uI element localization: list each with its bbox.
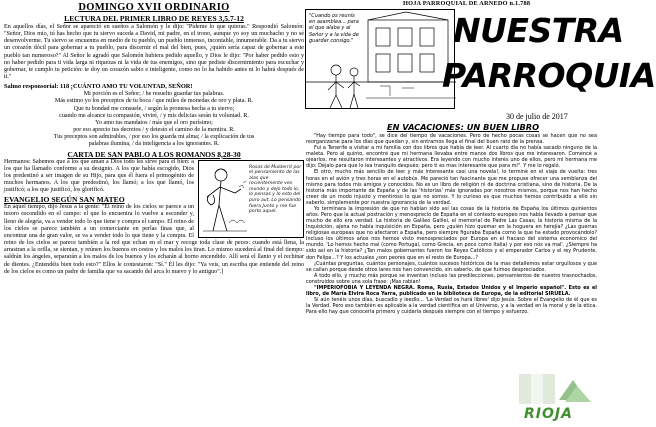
psalm-line: por eso aprecio tus decretos / y detesto el camino de la mentira. R. [73, 127, 235, 134]
article-paragraph: Yo terminara la impresión de que no habían sido así las cosas de la historia de España los últimos quinientos años. Pero que la actual postración y menosprecio de España en el contexto europeo nos había llevado a pensar que mucho de ello era verdad. La historia de Galileo Galilei, el memorial de Padre Las Casas; la historia misma de la Inquisición, ajena no había inquisición en España, pero ¿quién hizo quemar en la hoguera en herejía? ¿Las guerras religiosas europeas que no afectaron a España, pero siempre figuraba España como la que ha estado provocándolo? Incluso los últimos años nos hemos visto menospreciados por Europa en el fracaso del sistema económico del mundo. 'Lo hemos hecho mal (como Portugal, como Grecia, en poco como Italia) y por eso nos va mal'. ¿Siempre ha sido así en la historia? ¿Tan malos gobernantes fueron los Reyes Católicos y el emperador Carlos y el rey Prudente, don Felipe...? Y los actuales ¿son peores que en el resto de Europa...? [306, 205, 597, 261]
illustration-caption: Rosas de Mulderrit por el pensamiento de las alas que recientemente ves mundo y dejo todo lo, lo pensas y lo esto del puro aut. Lo pensando fuera Junto y me fue porto aquel. [249, 164, 302, 215]
psalm-line: Tus preceptos son admirables, / por eso los guarda mi alma; / la explicación de tus [53, 134, 255, 141]
psalm-line: cuando me alcance tu compasión, viviré, / y mis delicias serán tu voluntad. R. [59, 112, 249, 119]
masthead-caption: "Cuando os reunís en asamblea... para el que alaba y al Señor y a la vida de guardar consigo." [309, 13, 359, 44]
psalm-line: Más estimo yo los preceptos de tu boca / que miles de monedas de oro y plata. R. [54, 98, 254, 105]
article-paragraph: "IMPERIOFOBIA Y LEYENDA NEGRA. Roma, Rusia, Estados Unidos y el Imperio español". Esto es el libro, de María Elvira Roca Yarra, publicado en la biblioteca de Europa, de la editorial SIRUELA. [306, 284, 597, 298]
article-paragraph: A todo ello, y mucho más porque se inventan incluso las predilecciones, pensamientos de nuestro trasnochados, construidos sobre una sola frase: ¡Mas rabian! [306, 272, 597, 285]
rioja-watermark: RIOJA [524, 406, 573, 422]
second-reading-text: Hermanos: Sabemos que a los que aman a Dios todo les sirve para el bien: a los que ha llamado conforme a su designio. A los que había escogido, Dios los predestinó a ser imagen de su Hijo, para que él fuera el primogénito de muchos hermanos. A los que predestinó, los llamó; a los que llamó, los justificó; a los que justificó, los glorificó. [4, 158, 194, 194]
second-reading-title: CARTA DE SAN PABLO A LOS ROMANOS 8,28-30 [67, 149, 241, 159]
issue-date: 30 de julio de 2017 [506, 112, 568, 121]
psalm-line: palabras ilumina, / da inteligencia a los ignorantes. R. [88, 141, 220, 148]
newsletter-title-line2: PARROQUIA [442, 56, 656, 95]
article-paragraph: El otro, mucho más sencillo de leer y más interesante casi una novela!, lo terminé en el viaje de vuelta: tres horas en el avión y tres horas en el autobús. Me pareció tan fascinante que me propuse ofrecer una semblanza del mismo para todos mis amigos y conocidos. No es un libro de religión ni de doctrina cristiana, sino de historia. De la historia más importante de España y de las 'historias' más ignoradas por nosotros mismos, porque nos han hecho creer de un modo injusto y mentiroso lo que no somos. Y lo curioso es que muchos hemos contribuido a ello sin saberlo, simplemente por nuestra ignorancia de la verdad. [306, 169, 597, 206]
psalm-line: Yo amo tus mandatos / más que el oro purísimo; [95, 119, 213, 126]
article-paragraph: Fui a Tenerife a visitar a mi familia con dos libros que había de leer. Al cuarto día no había sacado ninguno de la maleta. Pero al quinto, encontré que mi hermana llevaba entre manos dos libros que me interesaron. Comencé a ojearlos, me resultaron interesantes y atractivos. Era leyendo con mucho interés uno de ellos, pero mi hermana me dijo: Déjalo para que lo lea tranquilo después; pero ti es mas interesante que para mí". Y me lo regaló. [306, 145, 597, 170]
gospel-text: En aquel tiempo, dijo Jesús a la gente: "El reino de los cielos se parece a un tesoro escondido en el campo: el que lo encuentra lo vuelve a esconder y, lleno de alegría, va a vender todo lo que tiene y compra el campo. El reino de los cielos se parece también a un comerciante en perlas finas que, al encontrar una de gran valor, se va a vender todo lo que tiene y la compra. El reino de los cielos se parece también a la red que echan en el mar y recoge toda clase de peces: cuando está llena, la arrastran a la orilla, se sientan, y reúnen los buenos en cestos y los malos los tiran. Lo mismo sucederá al final del tiempo: saldrán los ángeles, separarán a los malos de los buenos y los echarán al horno encendido. Allí será el llanto y el rechinar de dientes. ¿Entendéis bien todo esto?" Ellos le contestaron: "Sí." Él les dijo: "Ya veis, un escriba que entiende del reino de los cielos es como un padre de familia que va sacando del arca lo nuevo y lo antiguo".] [4, 204, 304, 275]
article-title: EN VACACIONES: UN BUEN LIBRO [387, 122, 540, 132]
gospel-title: EVANGELIO SEGÚN SAN MATEO [4, 195, 125, 205]
masthead-illustration [305, 9, 455, 109]
article-paragraph: ¡Cuántas preguntas, cuántos personajes, cuántos sucesos históricos de la mas detallemos estar orgullosos y que se callan porque desde otros lares nos han convencido, sin saberlo, de que fuimos despreciados. [306, 260, 597, 273]
psalm-line: Que tu bondad me consuele, / según la promesa hecha a tu siervo; [73, 105, 235, 112]
bulletin-issue: HOJA PARROQUIAL DE ARNEDO n.1.788 [403, 0, 531, 7]
psalm-line: Mi porción es el Señor; / he resuelto guardar tus palabras. [83, 91, 225, 98]
newsletter-title-line1: NUESTRA [453, 11, 624, 50]
bulletin-column [305, 0, 656, 427]
article-paragraph: Si aún tenéis unos días, buscadlo y leedlo... 'La Verdad os hará libres' dijo Jesús. Sobre el Evangelio de él que es la Verdad. Pero eso también es aplicable a la verdad científica en el Universo, y a la verdad en la moral y de la ética. Para ello hay que conocerla primero y cuidarla después siempre con el tiempo y esfuerzo. [306, 297, 597, 316]
first-reading-title: LECTURA DEL PRIMER LIBRO DE REYES 3,5.7-12 [64, 14, 244, 23]
article-paragraph: "Hay tiempo para todo", se dice del tiempo de vacaciones. Pero de hecho pocas cosas se hacen que no sea reorganizarse para los días que quedan y, sin entrarnos llega el final del buen rato de la prensa. [306, 133, 597, 146]
first-reading-text: En aquellos días, el Señor se apareció en sueños a Salomón y le dijo: "Pídeme lo que quieras." Respondió Salomón: "Señor, Dios mío, tú has hecho que tu siervo suceda a David, mi padre, en el trono, aunque yo soy un muchacho y no sé desenvolverme. Tu siervo se encuentra en medio de tu pueblo, un pueblo inmenso, incontable, innumerable. Da a tu siervo un corazón dócil para gobernar a tu pueblo, para discernir el mal del bien, pues, ¿quién sería capaz de gobernar a este pueblo tan numeroso?" Al Señor le agradó que Salomón hubiera pedido aquello, y Dios le dijo: "Por haber pedido esto y no haber pedido para ti vida larga ni riquezas ni la vida de tus enemigos, sino que pediste discernimiento para escuchar y gobernar, te cumplo tu petición: te doy un corazón sabio e inteligente, como no lo ha habido antes ni lo habrá después de ti." [4, 24, 304, 81]
readings-column [4, 2, 304, 425]
psalm-heading: Salmo responsorial: 118 ¡CUÁNTO AMO TU VOLUNTAD, SEÑOR! [4, 83, 193, 91]
gospel-illustration [198, 160, 304, 238]
psalm-text [4, 91, 304, 148]
sunday-title: DOMINGO XVII ORDINARIO [78, 2, 230, 13]
